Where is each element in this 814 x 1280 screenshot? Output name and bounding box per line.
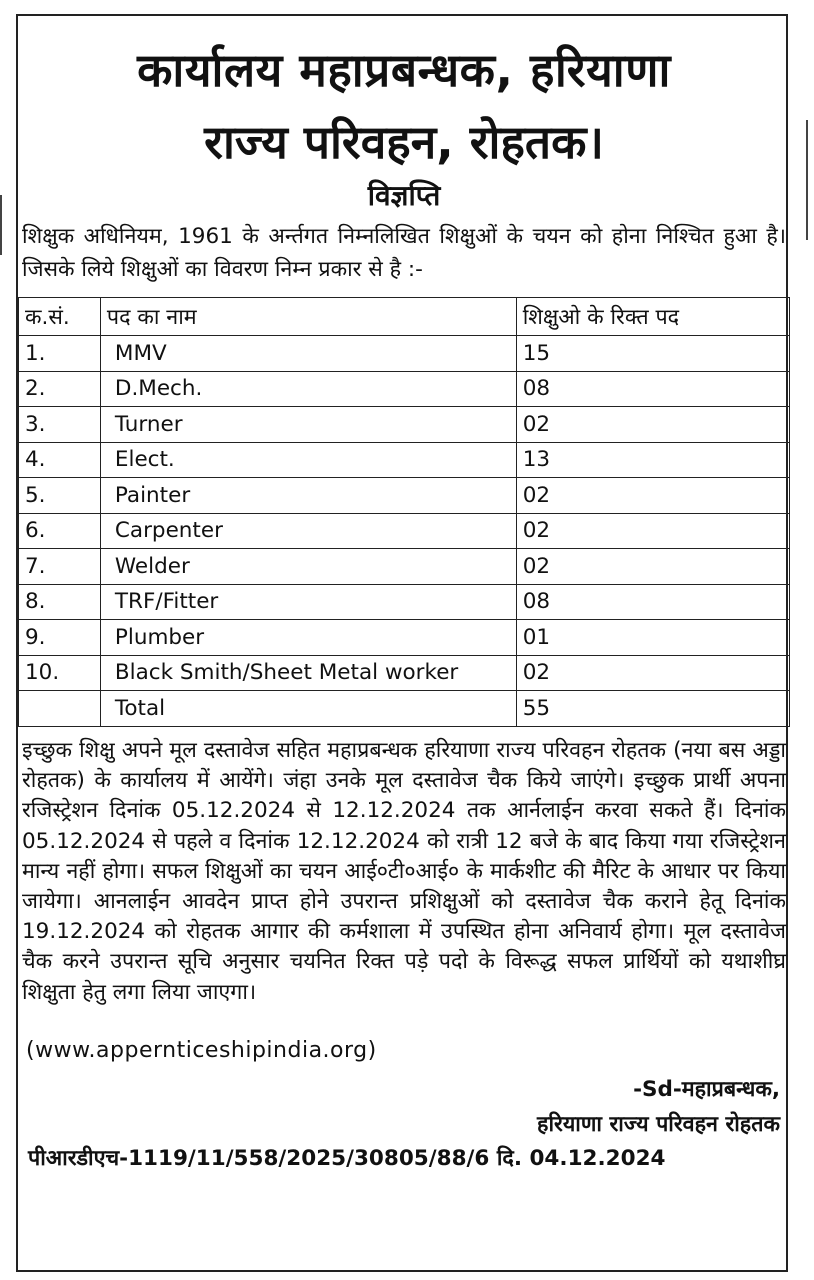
row-serial: 4. <box>19 442 101 478</box>
row-vacancies: 02 <box>516 549 789 585</box>
reference-number: पीआरडीएच-1119/11/558/2025/30805/88/6 दि. 04.12.2024 <box>28 1146 666 1171</box>
row-vacancies: 13 <box>516 442 789 478</box>
total-value: 55 <box>516 691 789 727</box>
header-post: पद का नाम <box>100 298 516 336</box>
row-post: Turner <box>100 407 516 443</box>
table-total-row <box>19 691 790 727</box>
table-row <box>19 584 790 620</box>
row-post: D.Mech. <box>100 371 516 407</box>
row-serial: 3. <box>19 407 101 443</box>
header-vacancies: शिक्षुओ के रिक्त पद <box>516 298 789 336</box>
row-vacancies: 08 <box>516 584 789 620</box>
total-label: Total <box>100 691 516 727</box>
header-serial: क.सं. <box>19 298 101 336</box>
office-title: कार्यालय महाप्रबन्धक, हरियाणा <box>137 43 671 97</box>
intro-paragraph: शिक्षुक अधिनियम, 1961 के अर्न्तगत निम्नलिखित शिक्षुओं के चयन को होना निश्चित हुआ है। जिसके लिये शिक्षुओं का विवरण निम्न प्रकार से है :- <box>22 224 786 282</box>
table-row <box>19 655 790 691</box>
left-crop-edge <box>0 195 2 255</box>
table-row <box>19 620 790 656</box>
row-serial: 7. <box>19 549 101 585</box>
row-vacancies: 02 <box>516 655 789 691</box>
table-row <box>19 407 790 443</box>
notice-document <box>16 14 788 1272</box>
instructions-paragraph: इच्छुक शिक्षु अपने मूल दस्तावेज सहित महाप्रबन्धक हरियाणा राज्य परिवहन रोहतक (नया बस अड्डा रोहतक) के कार्यालय में आयेंगे। जंहा उनके मूल दस्तावेज चैक किये जाएंगे। इच्छुक प्रार्थी अपना रजिस्ट्रेशन दिनांक 05.12.2024 से 12.12.2024 तक आर्नलाईन करवा सकते हैं। दिनांक 05.12.2024 से पहले व दिनांक 12.12.2024 को रात्री 12 बजे के बाद किया गया रजिस्ट्रेशन मान्य नहीं होगा। सफल शिक्षुओं का चयन आई०टी०आई० के मार्कशीट की मैरिट के आधार पर किया जायेगा। आनलाईन आवदेन प्राप्त होने उपरान्त प्रशिक्षुओं को दस्तावेज चैक कराने हेतू दिनांक 19.12.2024 को रोहतक आगार की कर्मशाला में उपस्थित होना अनिवार्य होगा। मूल दस्तावेज चैक करने उपरान्त सूचि अनुसार चयनित रिक्त पड़े पदो के विरूद्ध सफल प्रार्थियों को यथाशीघ्र शिक्षुता हेतु लगा लिया जाएगा। <box>22 738 786 1005</box>
right-crop-edge <box>806 120 808 240</box>
row-post: Painter <box>100 478 516 514</box>
signature-line-2: हरियाणा राज्य परिवहन रोहतक <box>537 1112 780 1137</box>
table-row <box>19 513 790 549</box>
row-vacancies: 01 <box>516 620 789 656</box>
row-serial: 5. <box>19 478 101 514</box>
row-post: Welder <box>100 549 516 585</box>
row-vacancies: 02 <box>516 478 789 514</box>
table-row <box>19 336 790 372</box>
website-link[interactable]: (www.appernticeshipindia.org) <box>26 1038 377 1063</box>
row-serial: 6. <box>19 513 101 549</box>
row-post: TRF/Fitter <box>100 584 516 620</box>
row-vacancies: 15 <box>516 336 789 372</box>
row-serial: 8. <box>19 584 101 620</box>
table-row <box>19 442 790 478</box>
table-row <box>19 371 790 407</box>
row-post: MMV <box>100 336 516 372</box>
table-header-row <box>19 298 790 336</box>
table-row <box>19 549 790 585</box>
row-serial: 1. <box>19 336 101 372</box>
row-vacancies: 08 <box>516 371 789 407</box>
row-serial: 10. <box>19 655 101 691</box>
table-row <box>19 478 790 514</box>
office-subtitle: राज्य परिवहन, रोहतक। <box>204 115 604 169</box>
signature-line-1: -Sd-महाप्रबन्धक, <box>633 1077 780 1102</box>
row-vacancies: 02 <box>516 513 789 549</box>
row-post: Carpenter <box>100 513 516 549</box>
vacancy-table <box>18 297 790 727</box>
row-serial: 2. <box>19 371 101 407</box>
notice-heading: विज्ञप्ति <box>367 179 441 212</box>
row-post: Black Smith/Sheet Metal worker <box>100 655 516 691</box>
row-vacancies: 02 <box>516 407 789 443</box>
total-serial-empty <box>19 691 101 727</box>
row-serial: 9. <box>19 620 101 656</box>
row-post: Elect. <box>100 442 516 478</box>
row-post: Plumber <box>100 620 516 656</box>
